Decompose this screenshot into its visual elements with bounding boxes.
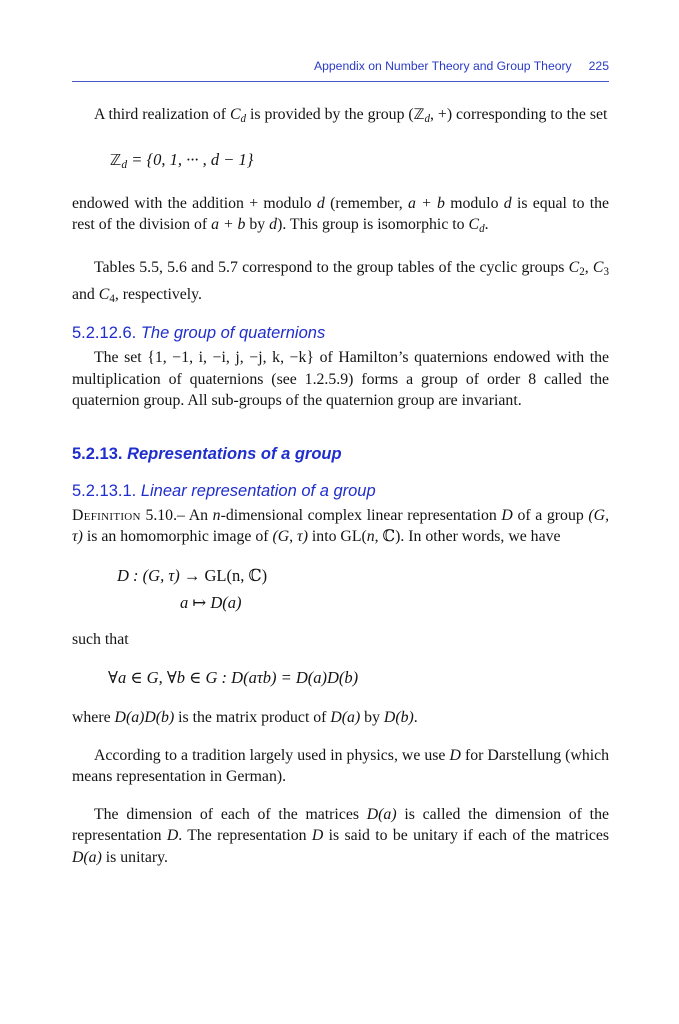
section-heading-linear-representation: 5.2.13.1. Linear representation of a group (72, 481, 376, 500)
paragraph-third-realization: A third realization of $C_d$ is provided by the group (ℤ$_d$, +) corresponding to the set (94, 106, 608, 126)
equation-homomorphism: ∀a ∈ G, ∀b ∈ G : D(aτb) = D(a)D(b) (108, 668, 359, 688)
section-heading-quaternions: 5.2.12.6. The group of quaternions (72, 324, 326, 343)
paragraph-addition-modulo: endowed with the addition + modulo d (remember, a + b modulo d is equal to the rest of the division of a + b by d). This group is isomorphic to $C_d$. (72, 194, 610, 236)
paragraph-dimension: The dimension of each of the matrices D(a) is called the dimension of the representation D. The representation D is said to be unitary if each of the matrices D(a) is unitary. (72, 805, 610, 866)
paragraph-darstellung: According to a tradition largely used in physics, we use D for Darstellung (which means representation in German). (72, 746, 610, 786)
equation-zd-set: ℤ$_d$ = {0, 1, ··· , d − 1} (110, 149, 254, 171)
paragraph-tables: Tables 5.5, 5.6 and 5.7 correspond to the group tables of the cyclic groups C2, C3 and C4, respectively. (72, 258, 609, 305)
text-such-that: such that (72, 630, 129, 648)
running-title: Appendix on Number Theory and Group Theory (313, 59, 572, 73)
paragraph-matrix-product: where D(a)D(b) is the matrix product of D(a) by D(b). (72, 709, 418, 727)
section-heading-representations: 5.2.13. Representations of a group (72, 444, 342, 463)
definition-5-10: Definition 5.10.– An n-dimensional complex linear representation D of a group (G, τ) is an homomorphic image of (G, τ) into GL(n, ℂ). In other words, we have (72, 506, 610, 546)
paragraph-quaternions: The set {1, −1, i, −i, j, −j, k, −k} of Hamilton’s quaternions endowed with the multiplication of quaternions (see 1.2.5.9) forms a group of order 8 called the quaternion group. All sub-groups of the quaternion group are invariant. (72, 349, 609, 410)
equation-representation-map: D : (G, τ) → GL(n, ℂ) a ↦ D(a) (117, 565, 268, 612)
running-header (72, 57, 609, 82)
header-text (314, 59, 609, 73)
page-number: 225 (588, 59, 609, 73)
page-body (72, 104, 609, 868)
